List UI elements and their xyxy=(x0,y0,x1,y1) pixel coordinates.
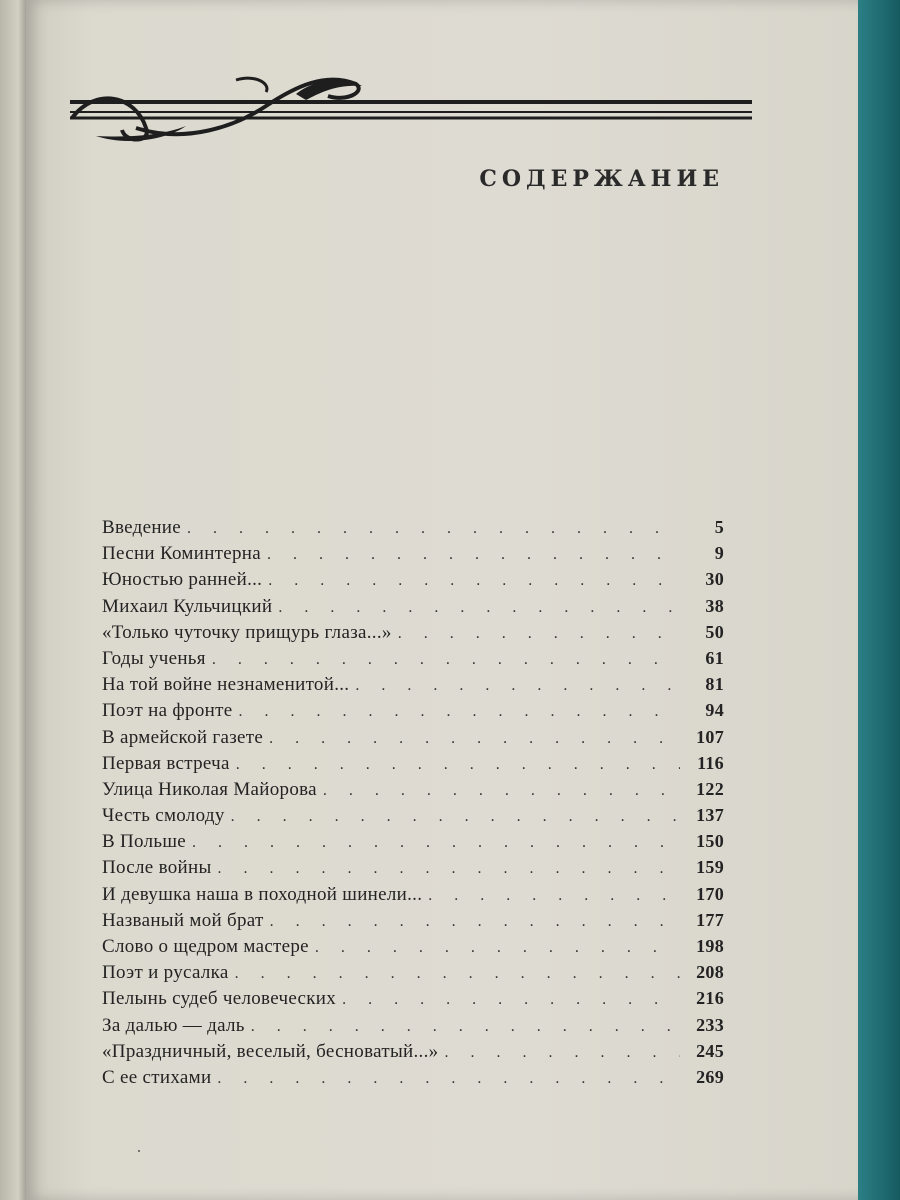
toc-entry xyxy=(102,648,724,674)
book-cover-edge xyxy=(858,0,900,1200)
toc-page-number: 30 xyxy=(705,569,724,590)
toc-leader-dots xyxy=(270,913,680,931)
toc-entry xyxy=(102,596,724,622)
toc-page-number: 245 xyxy=(696,1040,724,1061)
decorative-rule-ornament xyxy=(66,66,756,146)
toc-entry-title: На той войне незнаменитой... xyxy=(102,674,350,696)
toc-leader-dots xyxy=(428,887,680,905)
toc-leader-dots xyxy=(218,860,680,878)
toc-leader-dots xyxy=(236,756,680,774)
toc-entry xyxy=(102,569,724,595)
toc-page-number: 107 xyxy=(696,726,724,747)
toc-entry xyxy=(102,857,724,883)
toc-page-number: 150 xyxy=(696,831,724,852)
toc-leader-dots xyxy=(235,965,680,983)
toc-page-number: 122 xyxy=(696,778,724,799)
toc-page-number: 50 xyxy=(705,621,724,642)
toc-leader-dots xyxy=(315,939,680,957)
toc-leader-dots xyxy=(238,703,680,721)
contents-heading: СОДЕРЖАНИЕ xyxy=(479,166,724,192)
toc-entry xyxy=(102,622,724,648)
toc-entry xyxy=(102,805,724,831)
toc-entry xyxy=(102,727,724,753)
toc-leader-dots xyxy=(269,730,680,748)
toc-page-number: 137 xyxy=(696,805,724,826)
toc-leader-dots xyxy=(267,546,680,564)
toc-entry xyxy=(102,779,724,805)
toc-page-number: 81 xyxy=(705,674,724,695)
toc-entry-title: Годы ученья xyxy=(102,647,206,669)
toc-entry xyxy=(102,1041,724,1067)
toc-entry-title: Пелынь судеб человеческих xyxy=(102,988,337,1010)
toc-entry-title: «Только чуточку прищурь глаза...» xyxy=(102,621,392,643)
toc-entry-title: Юностью ранней... xyxy=(102,569,263,591)
toc-leader-dots xyxy=(268,572,680,590)
toc-leader-dots xyxy=(444,1044,680,1062)
toc-page-number: 94 xyxy=(705,700,724,721)
toc-page-number: 61 xyxy=(705,647,724,668)
toc-entry-title: С ее стихами xyxy=(102,1066,212,1088)
toc-entry-title: Первая встреча xyxy=(102,752,230,774)
toc-entry xyxy=(102,831,724,857)
toc-leader-dots xyxy=(192,834,680,852)
toc-leader-dots xyxy=(251,1018,680,1036)
toc-entry xyxy=(102,517,724,543)
toc-leader-dots xyxy=(278,599,680,617)
toc-entry xyxy=(102,674,724,700)
toc-entry-title: Песни Коминтерна xyxy=(102,543,262,565)
paper-speck xyxy=(138,1150,140,1152)
toc-entry xyxy=(102,543,724,569)
toc-entry-title: Улица Николая Майорова xyxy=(102,778,317,800)
toc-entry xyxy=(102,962,724,988)
toc-entry-title: Введение xyxy=(102,517,181,538)
toc-entry-title: Поэт на фронте xyxy=(102,700,233,722)
toc-entry-title: Поэт и русалка xyxy=(102,962,229,984)
toc-entry-title: Михаил Кульчицкий xyxy=(102,595,273,617)
toc-leader-dots xyxy=(398,625,680,643)
toc-page-number: 170 xyxy=(696,883,724,904)
toc-entry xyxy=(102,1067,724,1093)
toc-entry xyxy=(102,884,724,910)
toc-leader-dots xyxy=(187,520,680,538)
toc-page-number: 198 xyxy=(696,936,724,956)
toc-page-number: 116 xyxy=(697,752,724,773)
toc-leader-dots xyxy=(212,651,680,669)
toc-entry-title: В Польше xyxy=(102,831,187,853)
toc-page-number: 159 xyxy=(696,857,724,878)
toc-entry xyxy=(102,988,724,1014)
toc-entry-title: Названый мой брат xyxy=(102,909,264,931)
toc-page-number: 269 xyxy=(696,1066,724,1087)
toc-entry-title: Честь смолоду xyxy=(102,805,225,827)
toc-entry-title: «Праздничный, веселый, бесноватый...» xyxy=(102,1040,439,1062)
toc-entry xyxy=(102,910,724,936)
toc-entry xyxy=(102,936,724,962)
toc-entry-title: За далью — даль xyxy=(102,1014,245,1036)
toc-leader-dots xyxy=(217,1070,680,1088)
toc-page-number: 5 xyxy=(714,517,724,537)
toc-leader-dots xyxy=(231,808,680,826)
toc-page-number: 177 xyxy=(696,909,724,930)
toc-entry-title: После войны xyxy=(102,857,212,879)
toc-leader-dots xyxy=(355,677,680,695)
toc-entry-title: Слово о щедром мастере xyxy=(102,936,309,957)
table-of-contents xyxy=(102,517,724,1093)
toc-entry xyxy=(102,753,724,779)
toc-page-number: 216 xyxy=(696,988,724,1009)
toc-page-number: 208 xyxy=(696,962,724,983)
toc-leader-dots xyxy=(342,991,680,1009)
toc-page-number: 233 xyxy=(696,1014,724,1035)
toc-leader-dots xyxy=(323,782,680,800)
toc-entry xyxy=(102,1015,724,1041)
toc-entry-title: И девушка наша в походной шинели... xyxy=(102,883,423,905)
toc-entry-title: В армейской газете xyxy=(102,726,264,748)
toc-page-number: 38 xyxy=(705,595,724,616)
toc-page-number: 9 xyxy=(714,543,724,564)
toc-entry xyxy=(102,700,724,726)
